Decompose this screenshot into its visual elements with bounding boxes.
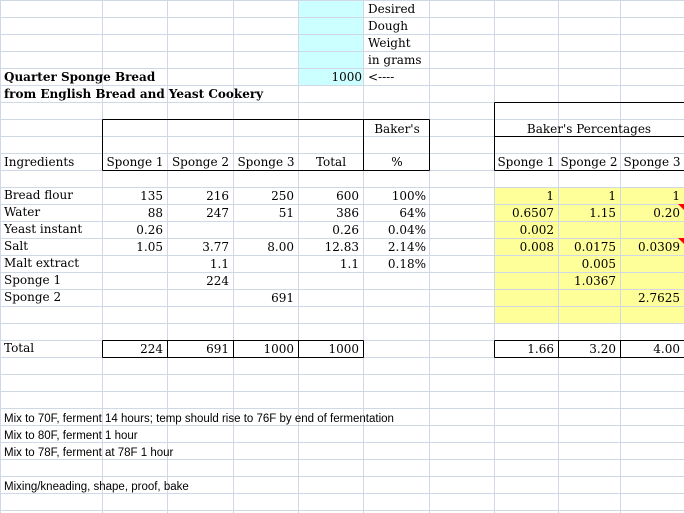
totals-pct-sponge3[interactable]: 4.00: [653, 342, 680, 356]
desired-label-2: Dough: [368, 19, 408, 33]
desired-label-3: Weight: [368, 36, 411, 50]
cell-p1[interactable]: 1: [546, 189, 554, 203]
cell-p2[interactable]: 1.15: [589, 206, 616, 220]
cell-p1[interactable]: 0.008: [519, 240, 554, 254]
desired-weight-value[interactable]: 1000: [331, 70, 362, 84]
cell-total[interactable]: 12.83: [324, 240, 359, 254]
cell-p2[interactable]: 0.005: [581, 257, 616, 271]
pct-sponge2-header: Sponge 2: [560, 155, 618, 169]
total-header: Total: [315, 155, 347, 169]
cell-total[interactable]: 600: [336, 189, 359, 203]
row-label: Sponge 2: [4, 290, 62, 304]
title-line-1: Quarter Sponge Bread: [4, 70, 156, 84]
cell-s2[interactable]: 3.77: [202, 240, 229, 254]
cell-p3[interactable]: 0.0309: [638, 240, 680, 254]
totals-sponge3[interactable]: 1000: [263, 342, 294, 356]
cell-s1[interactable]: 135: [140, 189, 163, 203]
pct-header: %: [391, 155, 403, 169]
cell-s3[interactable]: 250: [271, 189, 294, 203]
cell-s2[interactable]: 247: [206, 206, 229, 220]
ingredients-header: Ingredients: [4, 155, 75, 169]
row-label: Sponge 1: [4, 273, 62, 287]
totals-pct-sponge1[interactable]: 1.66: [527, 342, 554, 356]
desired-arrow: <----: [368, 70, 395, 84]
title-line-2: from English Bread and Yeast Cookery: [4, 87, 264, 101]
cell-total[interactable]: 0.26: [332, 223, 359, 237]
sponge1-header: Sponge 1: [106, 155, 164, 169]
cell-p1[interactable]: 0.002: [519, 223, 554, 237]
note-1[interactable]: Mix to 70F, ferment 14 hours; temp should rise to 76F by end of fermentation: [4, 413, 394, 425]
cell-p2[interactable]: 1: [608, 189, 616, 203]
cell-pct[interactable]: 0.04%: [387, 223, 426, 237]
sponge3-header: Sponge 3: [237, 155, 295, 169]
bakers-header: Baker's: [374, 122, 420, 136]
totals-sponge2[interactable]: 691: [206, 342, 229, 356]
cell-s3[interactable]: 8.00: [267, 240, 294, 254]
cell-p2[interactable]: 0.0175: [574, 240, 616, 254]
cell-s2[interactable]: 216: [206, 189, 229, 203]
totals-sponge1[interactable]: 224: [140, 342, 163, 356]
cell-total[interactable]: 1.1: [339, 257, 359, 271]
cell-pct[interactable]: 64%: [399, 206, 426, 220]
cell-s1[interactable]: 1.05: [136, 240, 163, 254]
cell-p3[interactable]: 0.20: [653, 206, 680, 220]
row-label: Salt: [4, 239, 29, 253]
pct-sponge3-header: Sponge 3: [623, 155, 681, 169]
row-label: Bread flour: [4, 188, 73, 202]
sponge2-header: Sponge 2: [171, 155, 230, 169]
cell-s2[interactable]: 224: [206, 274, 229, 288]
cell-s1[interactable]: 0.26: [136, 223, 163, 237]
cell-pct[interactable]: 2.14%: [387, 240, 426, 254]
cell-s2[interactable]: 1.1: [209, 257, 229, 271]
desired-label-1: Desired: [368, 2, 416, 16]
note-2[interactable]: Mix to 80F, ferment 1 hour: [4, 430, 138, 442]
cell-p3[interactable]: 2.7625: [638, 291, 680, 305]
row-label: Malt extract: [4, 256, 80, 270]
note-3[interactable]: Mix to 78F, ferment at 78F 1 hour: [4, 447, 174, 459]
bakers-percentages-header: Baker's Percentages: [526, 122, 652, 136]
desired-label-4: in grams: [368, 53, 422, 67]
cell-s3[interactable]: 691: [271, 291, 294, 305]
totals-pct-sponge2[interactable]: 3.20: [589, 342, 616, 356]
cell-p2[interactable]: 1.0367: [574, 274, 616, 288]
pct-sponge1-header: Sponge 1: [497, 155, 555, 169]
cell-p3[interactable]: 1: [672, 189, 680, 203]
row-label: Water: [4, 205, 41, 219]
cell-pct[interactable]: 100%: [391, 189, 426, 203]
cell-total[interactable]: 386: [336, 206, 359, 220]
totals-label: Total: [4, 341, 35, 355]
cell-pct[interactable]: 0.18%: [387, 257, 426, 271]
totals-total[interactable]: 1000: [328, 342, 359, 356]
cell-s3[interactable]: 51: [278, 206, 294, 220]
note-4[interactable]: Mixing/kneading, shape, proof, bake: [4, 481, 189, 493]
cell-s1[interactable]: 88: [147, 206, 163, 220]
row-label: Yeast instant: [4, 222, 83, 236]
cell-p1[interactable]: 0.6507: [512, 206, 554, 220]
